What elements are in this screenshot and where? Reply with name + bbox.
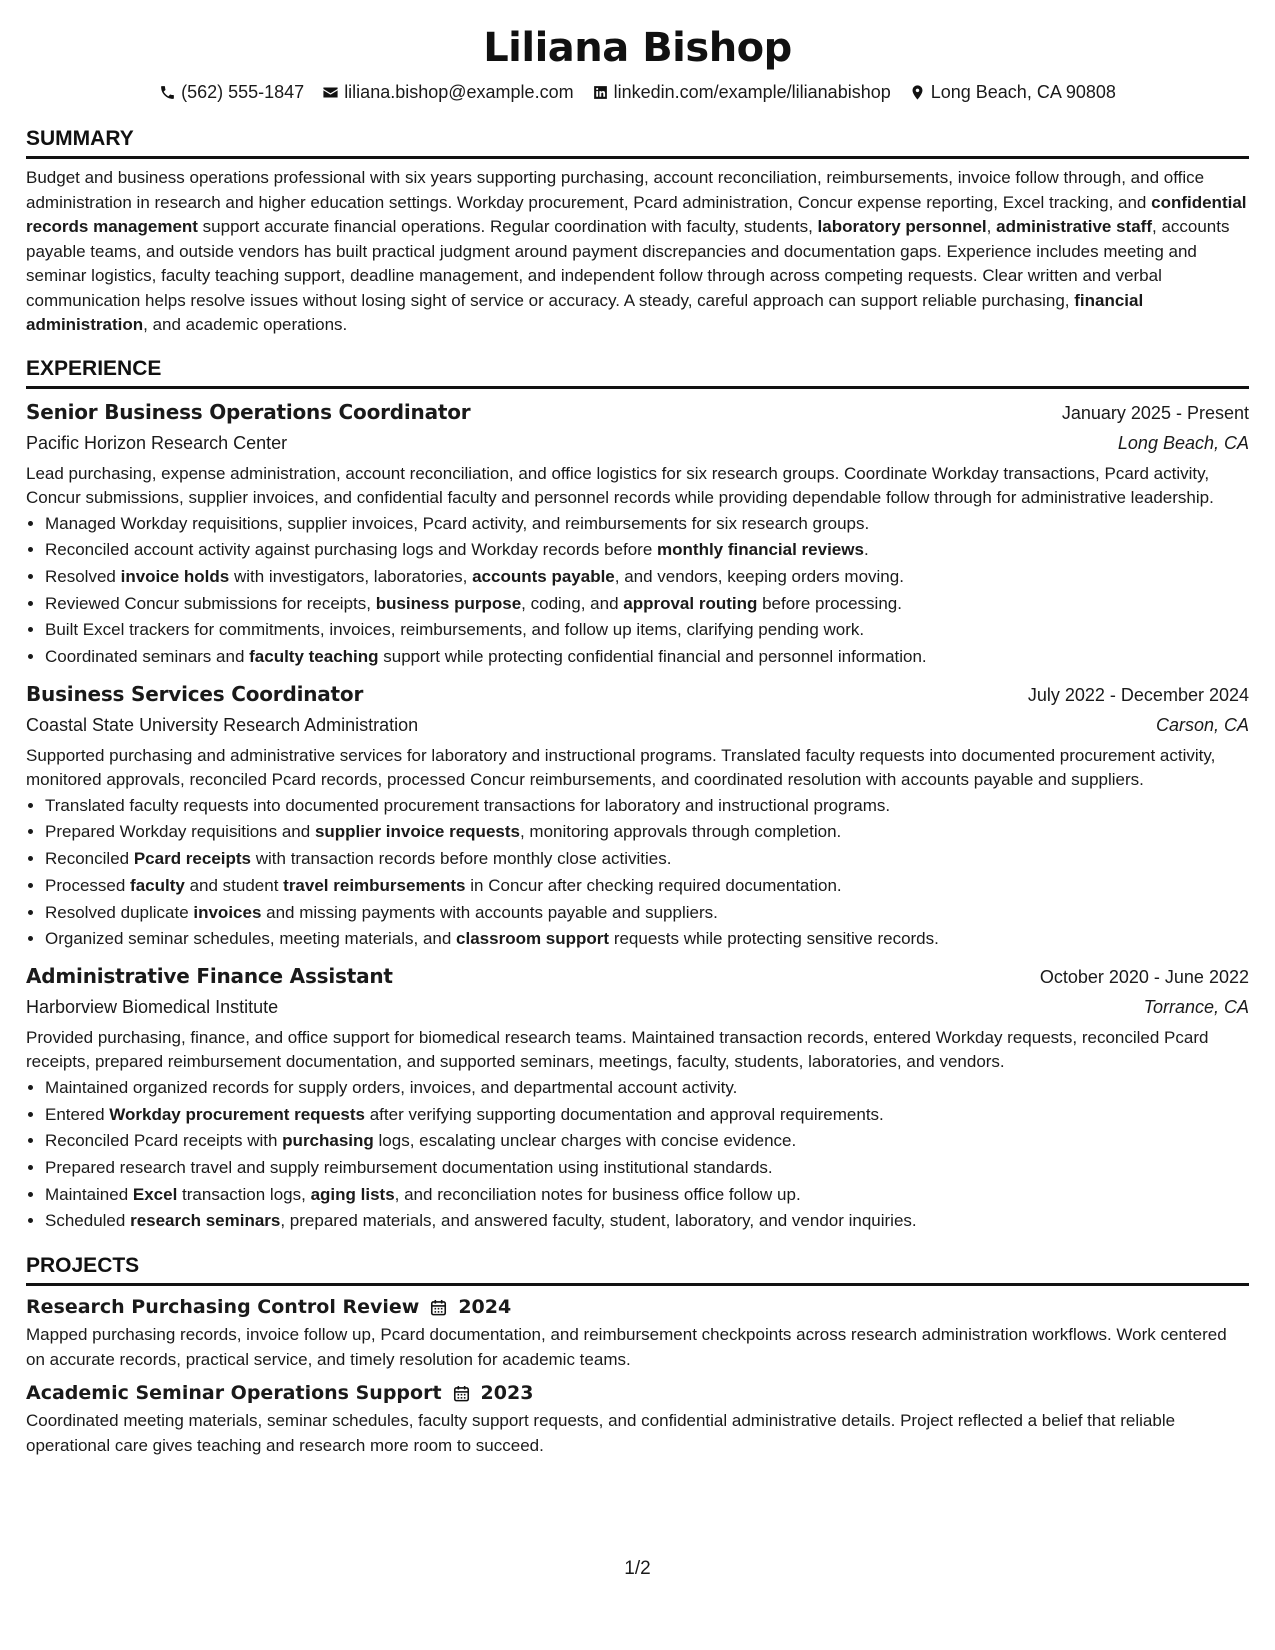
bold-phrase: classroom support — [456, 929, 610, 949]
text-run: Maintained organized records for supply orders, invoices, and departmental account activity. — [45, 1077, 738, 1097]
text-run: Reconciled Pcard receipts with — [45, 1131, 283, 1151]
bold-phrase: Excel — [132, 1184, 178, 1204]
job-title: Business Services Coordinator — [26, 681, 364, 706]
contact-phone[interactable] — [159, 80, 304, 104]
bullet-item — [45, 511, 1249, 538]
bold-phrase: purchasing — [282, 1131, 374, 1151]
project-description: Coordinated meeting materials, seminar schedules, faculty support requests, and confidential administrative details. Project reflected a belief that reliable operational care gives teaching and research more room to succeed. — [26, 1411, 1176, 1455]
bold-phrase: business purpose — [375, 593, 522, 613]
bullet-item — [45, 1128, 1249, 1155]
job-subheader — [26, 428, 1249, 458]
text-run: with transaction records before monthly close activities. — [251, 849, 672, 869]
bullet-item — [45, 1182, 1249, 1209]
section-title-projects: PROJECTS — [26, 1253, 1249, 1286]
bullet-item — [45, 591, 1249, 618]
linkedin-icon — [592, 84, 609, 101]
text-run: . — [863, 540, 869, 560]
bullet-item — [45, 1102, 1249, 1129]
job-description: Provided purchasing, finance, and office support for biomedical research teams. Maintained transaction records, entered Workday requests, reconciled Pcard receipts, prepared reimbursement documentation, and supported seminars, meetings, faculty, students, laboratories, and vendors. — [26, 1027, 1209, 1072]
text-run: support while protecting confidential financial and personnel information. — [378, 647, 927, 667]
job-location: Carson, CA — [1155, 714, 1249, 735]
text-run: , accounts payable teams, and outside vendors has built practical judgment around payment discrepancies and documentation gaps. Experience includes meeting and seminar logistics, faculty teaching support, deadline management, and independent follow through across competing requests. Clear written and verbal communication helps resolve issues without losing sight of service or accuracy. A steady, careful approach can support reliable purchasing, — [26, 217, 1230, 310]
page-number: 1/2 — [624, 1558, 651, 1579]
text-run: Reviewed Concur submissions for receipts, — [45, 593, 376, 613]
job-subheader — [26, 992, 1249, 1022]
text-run: Budget and business operations professional with six years supporting purchasing, account reconciliation, reimbursements, invoice follow through, and office administration in research and higher education settings. Workday procurement, Pcard administration, Concur expense reporting, Excel tracking, and — [26, 168, 1205, 212]
job-dates: January 2025 - Present — [1061, 402, 1249, 423]
text-run: , and reconciliation notes for business office follow up. — [394, 1184, 801, 1204]
bold-phrase: invoices — [193, 902, 262, 922]
text-run: and student — [184, 875, 284, 895]
section-title-summary: SUMMARY — [26, 126, 1249, 159]
text-run: transaction logs, — [177, 1184, 311, 1204]
job-description: Supported purchasing and administrative services for laboratory and instructional programs. Translated faculty requests into documented procurement activity, monitored approvals, reconciled Pcard records, processed Concur reimbursements, and coordinated resolution with accounts payable and suppliers. — [26, 745, 1216, 790]
job-organization: Pacific Horizon Research Center — [26, 432, 288, 453]
bullet-item — [45, 644, 1249, 671]
text-run: Resolved duplicate — [45, 902, 194, 922]
job-header — [26, 397, 1249, 428]
linkedin-text: linkedin.com/example/lilianabishop — [613, 82, 891, 102]
text-run: Maintained — [45, 1184, 133, 1204]
text-run: Reconciled account activity against purchasing logs and Workday records before — [45, 540, 658, 560]
text-run: Prepared Workday requisitions and — [45, 822, 315, 842]
job-dates: July 2022 - December 2024 — [1027, 684, 1249, 705]
bullet-item — [45, 617, 1249, 644]
bullet-item — [45, 846, 1249, 873]
bullet-item — [45, 873, 1249, 900]
text-run: , monitoring approvals through completion. — [519, 822, 842, 842]
envelope-icon — [322, 84, 339, 101]
text-run: requests while protecting sensitive records. — [609, 929, 939, 949]
phone-icon — [159, 84, 176, 101]
job-subheader — [26, 710, 1249, 740]
project-list — [26, 1293, 1249, 1458]
bold-phrase: travel reimbursements — [283, 875, 466, 895]
calendar-icon — [452, 1384, 471, 1403]
phone-text: (562) 555-1847 — [181, 82, 305, 102]
text-run: with investigators, laboratories, — [229, 566, 473, 586]
project-entry — [26, 1293, 1249, 1372]
text-run: before processing. — [757, 593, 902, 613]
text-run: , — [986, 217, 997, 236]
projects-section — [26, 1253, 1249, 1458]
text-run: , coding, and — [521, 593, 624, 613]
contact-bar — [26, 80, 1249, 104]
contact-email[interactable] — [322, 80, 573, 104]
text-run: Managed Workday requisitions, supplier invoices, Pcard activity, and reimbursements for six research groups. — [45, 513, 870, 533]
bold-phrase: monthly financial reviews — [657, 540, 864, 560]
project-header — [26, 1379, 1249, 1407]
project-description: Mapped purchasing records, invoice follow up, Pcard documentation, and reimbursement checkpoints across research administration workflows. Work centered on accurate records, practical service, and timely resolution for academic teams. — [26, 1325, 1227, 1369]
bold-phrase: faculty — [130, 875, 185, 895]
text-run: , prepared materials, and answered faculty, student, laboratory, and vendor inquiries. — [280, 1211, 917, 1231]
bold-phrase: accounts payable — [472, 566, 615, 586]
text-run: Prepared research travel and supply reimbursement documentation using institutional standards. — [45, 1158, 773, 1178]
bold-phrase: Workday procurement requests — [109, 1104, 365, 1124]
section-title-experience: EXPERIENCE — [26, 356, 1249, 389]
location-text: Long Beach, CA 90808 — [930, 82, 1116, 102]
bold-phrase: confidential records management — [26, 192, 1247, 236]
bold-phrase: aging lists — [310, 1184, 395, 1204]
summary-text — [26, 166, 1249, 338]
job-entry — [26, 961, 1249, 1235]
bullet-item — [45, 1208, 1249, 1235]
bullet-item — [45, 793, 1249, 820]
job-location: Long Beach, CA — [1117, 432, 1249, 453]
job-header — [26, 679, 1249, 710]
text-run: , and vendors, keeping orders moving. — [614, 566, 904, 586]
contact-linkedin[interactable] — [592, 80, 891, 104]
bold-phrase: research seminars — [130, 1211, 281, 1231]
job-title: Administrative Finance Assistant — [26, 963, 393, 988]
bullet-item — [45, 564, 1249, 591]
text-run: logs, escalating unclear charges with concise evidence. — [373, 1131, 797, 1151]
bold-phrase: faculty teaching — [249, 647, 379, 667]
text-run: , and academic operations. — [143, 315, 348, 334]
bold-phrase: laboratory personnel — [817, 217, 987, 236]
bullet-item — [45, 1075, 1249, 1102]
project-year: 2024 — [458, 1296, 512, 1319]
text-run: in Concur after checking required documentation. — [465, 875, 842, 895]
calendar-icon — [429, 1298, 448, 1317]
bold-phrase: administrative staff — [996, 217, 1152, 236]
bullet-item — [45, 926, 1249, 953]
job-title: Senior Business Operations Coordinator — [26, 399, 471, 424]
text-run: Scheduled — [45, 1211, 131, 1231]
text-run: and missing payments with accounts payable and suppliers. — [261, 902, 718, 922]
text-run: Resolved — [45, 566, 121, 586]
bold-phrase: approval routing — [623, 593, 758, 613]
bullet-item — [45, 1155, 1249, 1182]
bullet-item — [45, 900, 1249, 927]
text-run: Built Excel trackers for commitments, invoices, reimbursements, and follow up items, clarifying pending work. — [45, 620, 865, 640]
job-entry — [26, 397, 1249, 671]
job-dates: October 2020 - June 2022 — [1039, 966, 1249, 987]
job-list — [26, 397, 1249, 1236]
project-name: Research Purchasing Control Review — [26, 1296, 420, 1319]
job-description: Lead purchasing, expense administration, account reconciliation, and office logistics for six research groups. Coordinate Workday transactions, Pcard activity, Concur submissions, supplier invoices, and confidential faculty and personnel records while providing dependable follow through for administrative leadership. — [26, 463, 1214, 507]
experience-section — [26, 356, 1249, 1236]
job-bullets — [26, 511, 1249, 671]
project-year: 2023 — [480, 1382, 534, 1405]
text-run: Entered — [45, 1104, 110, 1124]
bold-phrase: invoice holds — [120, 566, 230, 586]
job-entry — [26, 679, 1249, 953]
bold-phrase: Pcard receipts — [133, 849, 252, 869]
text-run: Reconciled — [45, 849, 134, 869]
bullet-item — [45, 819, 1249, 846]
bold-phrase: supplier invoice requests — [314, 822, 520, 842]
project-entry — [26, 1379, 1249, 1458]
bold-phrase: financial administration — [26, 290, 1144, 334]
contact-location — [909, 80, 1116, 104]
project-name: Academic Seminar Operations Support — [26, 1382, 442, 1405]
project-header — [26, 1293, 1249, 1321]
text-run: Organized seminar schedules, meeting materials, and — [45, 929, 457, 949]
candidate-name: Liliana Bishop — [483, 25, 792, 71]
text-run: after verifying supporting documentation and approval requirements. — [364, 1104, 884, 1124]
text-run: Processed — [45, 875, 131, 895]
text-run: Translated faculty requests into documented procurement transactions for laboratory and instructional programs. — [45, 795, 891, 815]
text-run: Coordinated seminars and — [45, 647, 250, 667]
text-run: support accurate financial operations. Regular coordination with faculty, students, — [197, 217, 818, 236]
job-bullets — [26, 793, 1249, 953]
job-bullets — [26, 1075, 1249, 1235]
job-location: Torrance, CA — [1143, 996, 1249, 1017]
bullet-item — [45, 537, 1249, 564]
job-organization: Harborview Biomedical Institute — [26, 996, 279, 1017]
job-organization: Coastal State University Research Administration — [26, 714, 419, 735]
email-text: liliana.bishop@example.com — [344, 82, 574, 102]
job-header — [26, 961, 1249, 992]
map-pin-icon — [909, 84, 926, 101]
summary-section — [26, 126, 1249, 338]
